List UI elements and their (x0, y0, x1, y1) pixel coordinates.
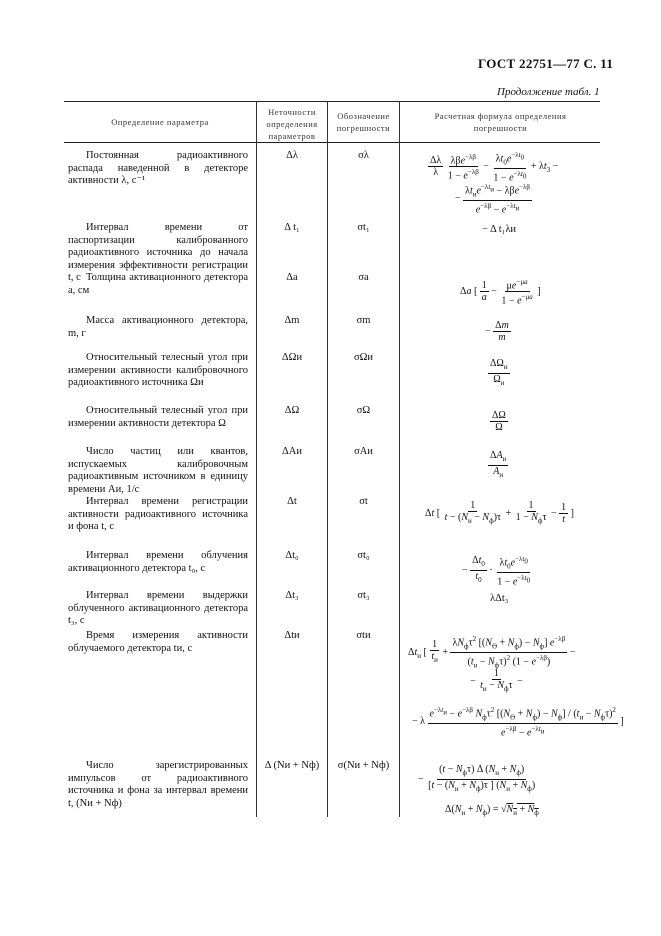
column-divider-1 (256, 101, 257, 817)
table-continuation-note: Продолжение табл. 1 (497, 86, 600, 98)
column-header-error-symbol: Обозначение погрешности (336, 111, 391, 133)
inaccuracy-symbol: Δa (286, 272, 298, 283)
column-header-inaccuracy: Неточности определения параметров (266, 107, 318, 141)
error-symbol: σAи (354, 446, 373, 457)
inaccuracy-symbol: Δt₀ (285, 550, 299, 561)
formula: $\frac{\Delta\Omega_и}{\Omega_и}$ (490, 358, 508, 387)
inaccuracy-symbol: Δ (Nи + Nф) (264, 760, 320, 771)
formula: $\frac{\Delta\lambda}{\lambda}$ $\frac{\lambda\beta e^{-\lambda\beta}}{1 - e^{-\lambda\beta}}$ − $\frac{\lambda t_0e^{-\lambda t_0}}{1 - e^{-\lambda t_0}}$ + $\lambda t_3$ − (430, 151, 559, 184)
formula-continuation: − $\frac{1}{t_и - N_ф\tau}$ − (470, 668, 523, 693)
page-header-title: ГОСТ 22751—77 С. 11 (478, 56, 614, 71)
parameter-name: Относительный телесный угол при измерении активности детектора Ω (68, 405, 248, 429)
parameter-name: Число частиц или квантов, испускаемых калибровочным радиоактивным источником в единицу времени Aи, 1/с (68, 446, 248, 495)
formula: $\Delta t_и$ [ $\frac{1}{t_и}$ + $\frac{\lambda N_ф\tau^2 [(N_\Theta + N_ф) - N_ф] e^{-\lambda\beta}}{(t_и - N_ф\tau)^2 (1 - e^{-\lambda\beta})}$ − (408, 635, 576, 670)
column-divider-2 (327, 101, 328, 817)
parameter-name: Интервал времени от паспортизации калиброванного радиоактивного источника до начала измерения эффективности регистрации t, с (68, 222, 248, 283)
parameter-name: Масса активационного детектора, m, г (68, 315, 248, 339)
formula: − $\frac{\Delta t_0}{t_0}$ · $\frac{\lambda t_0e^{-\lambda t_0}}{1 - e^{-\lambda t_0}}$ (462, 555, 531, 588)
error-symbol: σt₁ (357, 222, 370, 233)
table-header-bottom-border (64, 142, 600, 143)
parameter-name: Интервал времени выдержки облученного активационного детектора t₃, с (68, 590, 248, 626)
error-symbol: σt₃ (357, 590, 370, 601)
error-symbol: σt₀ (357, 550, 370, 561)
parameter-name: Постоянная радиоактивного распада наведенной в детекторе активности λ, с⁻¹ (68, 150, 248, 186)
inaccuracy-symbol: ΔΩ (284, 405, 300, 416)
inaccuracy-symbol: Δt₃ (285, 590, 299, 601)
column-divider-3 (399, 101, 400, 817)
column-header-formula: Расчетная формула определения погрешности (434, 111, 567, 133)
error-symbol: σtи (356, 630, 371, 641)
formula: Δt [ $\frac{1}{t - (N_и - N_ф)\tau}$ + $\frac{1}{1 - N_ф\tau}$ − $\frac{1}{t}$ ] (425, 500, 574, 525)
inaccuracy-symbol: Δ t₁ (284, 222, 300, 233)
parameter-name: Интервал времени облучения активационного детектора t₀, с (68, 550, 248, 574)
formula: − $\frac{(t - N_ф\tau) \Delta (N_и + N_ф)}{[t - (N_и + N_ф)\tau ] (N_и + N_ф)}$ (418, 764, 536, 793)
formula-continuation: $\Delta(N_и + N_ф) = √N_и + N_ф$ (445, 804, 539, 817)
error-symbol: σa (358, 272, 369, 283)
formula: $\frac{\Delta A_и}{A_и}$ (490, 450, 507, 479)
table-top-border (64, 101, 600, 102)
formula: Δa [ $\frac{1}{a}$ − $\frac{\mu e^{-\mu a}}{1 - e^{-\mu a}}$ ] (460, 278, 541, 307)
inaccuracy-symbol: Δt (287, 496, 297, 507)
parameter-name: Толщина активационного детектора a, см (68, 272, 248, 296)
formula: λΔt₃ (490, 593, 509, 604)
formula: − $\frac{\Delta m}{m}$ (485, 320, 509, 343)
column-header-parameter: Определение параметра (111, 117, 209, 127)
parameter-name: Число зарегистрированных импульсов от радиоактивного источника и фона за интервал времени t, (Nи + Nф) (68, 760, 248, 809)
error-symbol: σΩи (353, 352, 374, 363)
formula: − Δ t₁λи (482, 224, 517, 235)
formula-continuation: − λ $\frac{e^{-\lambda t_и} - e^{-\lambda\beta} N_ф\tau^2 [(N_\Theta + N_ф) - N_ф] / (t_и - N_ф\tau)^2}{e^{-\lambda\beta} - e^{-\lambda t_и}}$ ] (412, 706, 624, 739)
parameter-name: Время измерения активности облучаемого детектора tи, с (68, 630, 248, 654)
error-symbol: σλ (358, 150, 369, 161)
error-symbol: σ(Nи + Nф) (337, 760, 390, 771)
formula-continuation: − $\frac{\lambda t_иe^{-\lambda t_и} - \lambda\beta e^{-\lambda\beta}}{e^{-\lambda\beta} - e^{-\lambda t_и}}$ (455, 183, 530, 216)
inaccuracy-symbol: Δtи (284, 630, 300, 641)
inaccuracy-symbol: Δλ (286, 150, 298, 161)
error-symbol: σm (356, 315, 371, 326)
formula: $\frac{\Delta\Omega}{\Omega}$ (492, 410, 506, 433)
inaccuracy-symbol: ΔΩи (281, 352, 303, 363)
error-symbol: σΩ (356, 405, 371, 416)
inaccuracy-symbol: ΔAи (282, 446, 302, 457)
error-symbol: σt (359, 496, 368, 507)
inaccuracy-symbol: Δm (284, 315, 300, 326)
parameter-name: Интервал времени регистрации активности радиоактивного источника и фона t, с (68, 496, 248, 532)
parameter-name: Относительный телесный угол при измерении активности калибровочного радиоактивного источника Ωи (68, 352, 248, 388)
